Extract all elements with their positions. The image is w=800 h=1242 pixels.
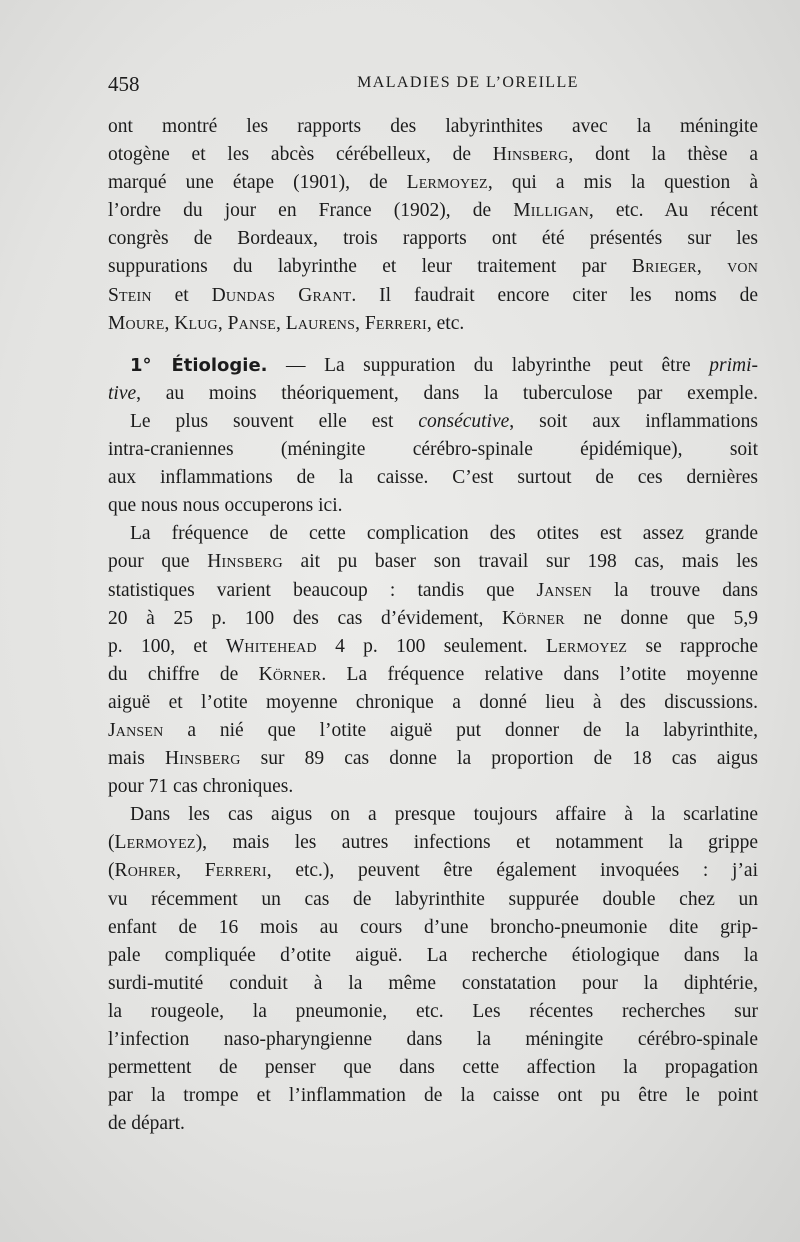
section-heading: 1° Étiologie.: [130, 354, 268, 376]
text-run: , etc. Au récent: [588, 200, 758, 222]
text-run: pour que: [108, 551, 208, 573]
text-run: congrès de Bordeaux, trois rapports ont été présentés sur les: [108, 228, 758, 250]
author-name: Lermoyez: [114, 832, 196, 854]
text-line: [108, 408, 758, 436]
text-run: pale compliquée d’otite aiguë. La recherche étiologique dans la: [108, 944, 758, 966]
text-run: de départ.: [108, 1113, 185, 1135]
text-line: [108, 717, 758, 745]
text-line: [108, 914, 758, 942]
text-line: [108, 1054, 758, 1082]
author-name: Hinsberg: [207, 551, 283, 573]
text-run: ne donne que 5,9: [564, 607, 758, 629]
text-run: ait pu baser son travail sur 198 cas, mais les: [282, 551, 759, 573]
author-name: Lermoyez: [406, 172, 488, 194]
text-run: du chiffre de: [108, 663, 259, 685]
text-line: [108, 1082, 758, 1110]
text-line: [108, 520, 758, 548]
author-name: Brieger: [631, 256, 697, 278]
author-name: Jansen: [536, 579, 592, 601]
author-name: Körner: [502, 607, 565, 629]
author-name: Panse: [227, 312, 277, 334]
text-line: [108, 577, 758, 605]
text-line: [108, 548, 758, 576]
author-name: Hinsberg: [492, 144, 569, 166]
text-run: l’infection naso-pharyngienne dans la méningite cérébro-spinale: [108, 1029, 758, 1050]
text-run: intra-craniennes (méningite cérébro-spinale épidémique), soit: [108, 439, 758, 461]
page-header: [108, 72, 758, 102]
text-run: enfant de 16 mois au cours d’une broncho-pneumonie dite grip-: [108, 916, 758, 938]
text-line: [108, 942, 758, 970]
text-run: la trouve dans: [591, 579, 758, 601]
text-run: — La suppuration du labyrinthe peut être: [267, 354, 710, 376]
author-name: Ferreri: [364, 312, 427, 334]
text-run: , etc.), peuvent être également invoquées : j’ai: [266, 860, 759, 882]
text-line: [108, 310, 758, 338]
author-name: Lermoyez: [545, 635, 628, 657]
text-line: [108, 773, 758, 801]
text-run: Dans les cas aigus on a presque toujours affaire à la scarlatine: [130, 804, 758, 826]
text-line: [108, 282, 758, 310]
text-run: aux inflammations de la caisse. C’est surtout de ces dernières: [108, 467, 758, 489]
author-name: Milligan: [513, 200, 589, 222]
text-line: [108, 141, 758, 169]
text-run: , qui a mis la question à: [487, 172, 758, 194]
text-line: [108, 253, 758, 281]
body-text: [108, 113, 758, 1138]
text-run: permettent de penser que dans cette affection la propagation: [108, 1057, 758, 1079]
text-run: . Il faudrait encore citer les noms de: [351, 284, 759, 306]
text-line: [108, 352, 758, 380]
text-run: suppurations du labyrinthe et leur traitement par: [108, 256, 632, 278]
text-line: [108, 380, 758, 408]
text-run: statistiques varient beaucoup : tandis que: [108, 579, 537, 601]
emphasis: tive: [108, 382, 137, 404]
text-run: vu récemment un cas de labyrinthite suppurée double chez un: [108, 888, 758, 910]
text-line: [108, 661, 758, 689]
text-run: ont montré les rapports des labyrinthites avec la méningite: [108, 116, 758, 137]
text-run: pour 71 cas chroniques.: [108, 776, 294, 798]
author-name: Rohrer: [114, 860, 177, 882]
text-run: ,: [276, 312, 286, 334]
text-run: ,: [164, 312, 175, 334]
emphasis: primi-: [709, 354, 758, 376]
author-name: Whitehead: [225, 635, 317, 657]
text-run: ), mais les autres infections et notamment la grippe: [195, 832, 758, 854]
text-run: surdi-mutité conduit à la même constatation pour la diphtérie,: [108, 972, 758, 994]
text-run: ,: [355, 312, 365, 334]
text-run: mais: [108, 748, 165, 770]
author-name: Jansen: [108, 719, 164, 741]
text-run: ,: [176, 860, 205, 882]
author-name: Stein: [108, 284, 152, 306]
text-run: (: [108, 832, 115, 854]
text-run: que nous nous occuperons ici.: [108, 495, 343, 517]
text-run: p. 100, et: [108, 635, 226, 657]
text-line: [108, 1110, 758, 1138]
text-run: , etc.: [426, 312, 465, 334]
text-run: . La fréquence relative dans l’otite moyenne: [321, 663, 758, 685]
text-run: (: [108, 860, 115, 882]
text-run: La fréquence de cette complication des otites est assez grande: [130, 523, 758, 545]
text-line: [108, 801, 758, 829]
text-run: , soit aux inflammations: [509, 410, 758, 432]
text-line: [108, 998, 758, 1026]
running-head: MALADIES DE L’OREILLE: [357, 74, 579, 91]
text-run: Le plus souvent elle est: [130, 410, 419, 432]
text-line: [108, 1026, 758, 1054]
text-run: a nié que l’otite aiguë put donner de la labyrinthite,: [163, 719, 758, 741]
author-name: von: [727, 256, 759, 278]
text-run: otogène et les abcès cérébelleux, de: [108, 144, 493, 166]
text-run: aiguë et l’otite moyenne chronique a donné lieu à des discussions.: [108, 691, 758, 713]
text-run: ,: [217, 312, 228, 334]
text-line: [108, 633, 758, 661]
text-line: [108, 605, 758, 633]
text-run: sur 89 cas donne la proportion de 18 cas aigus: [240, 748, 758, 770]
text-line: [108, 197, 758, 225]
text-line: [108, 169, 758, 197]
author-name: Hinsberg: [164, 748, 241, 770]
text-run: 4 p. 100 seulement.: [316, 635, 546, 657]
text-run: marqué une étape (1901), de: [108, 172, 407, 194]
text-run: 20 à 25 p. 100 des cas d’évidement,: [108, 607, 503, 629]
text-run: ,: [696, 256, 728, 278]
text-run: la rougeole, la pneumonie, etc. Les récentes recherches sur: [108, 1000, 758, 1022]
text-line: [108, 689, 758, 717]
text-line: [108, 970, 758, 998]
text-line: [108, 464, 758, 492]
text-line: [108, 492, 758, 520]
author-name: Klug: [174, 312, 218, 334]
text-line: [108, 745, 758, 773]
author-name: Körner: [258, 663, 322, 685]
author-name: Ferreri: [204, 860, 267, 882]
text-line: [108, 225, 758, 253]
text-run: se rapproche: [627, 635, 759, 657]
text-run: , au moins théoriquement, dans la tuberculose par exemple.: [136, 382, 758, 404]
page-number: 458: [108, 72, 140, 96]
emphasis: consécutive: [418, 410, 510, 432]
author-name: Laurens: [285, 312, 356, 334]
author-name: Moure: [108, 312, 165, 334]
text-line: [108, 436, 758, 464]
text-run: , dont la thèse a: [568, 144, 758, 166]
paragraph-gap: [108, 338, 758, 352]
text-run: par la trompe et l’inflammation de la caisse ont pu être le point: [108, 1085, 758, 1107]
author-name: Dundas Grant: [211, 284, 352, 306]
text-run: l’ordre du jour en France (1902), de: [108, 200, 514, 222]
text-line: [108, 829, 758, 857]
text-run: et: [151, 284, 212, 306]
text-line: [108, 886, 758, 914]
text-line: [108, 857, 758, 885]
text-line: [108, 113, 758, 141]
